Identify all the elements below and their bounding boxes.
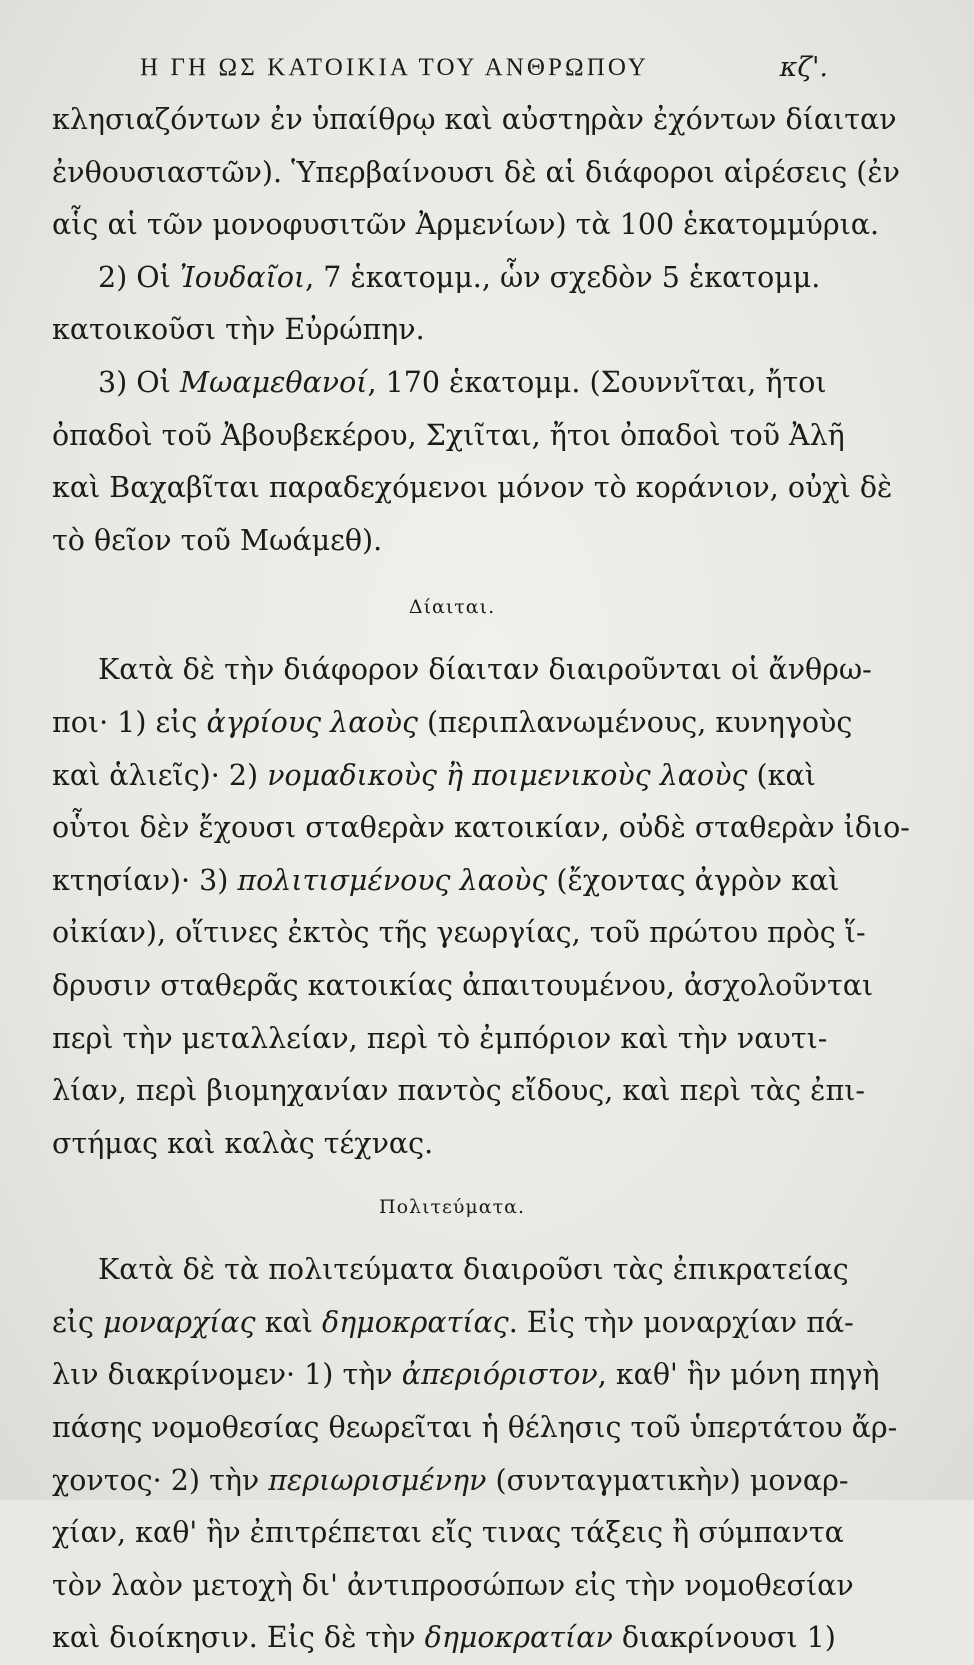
line-text: τὸ θεῖον τοῦ Μωάμεθ). [52, 523, 383, 557]
line-text: λίαν, περὶ βιομηχανίαν παντὸς εἴδους, καὶ περὶ τὰς ἐπι- [52, 1074, 866, 1108]
italic-term: ἀπεριόριστον [401, 1358, 598, 1392]
line-text: οἰκίαν), οἵτινες ἐκτὸς τῆς γεωργίας, τοῦ πρώτου πρὸς ἵ- [52, 916, 866, 950]
text-line [52, 1297, 852, 1350]
text-line [52, 515, 852, 568]
line-text: διακρίνουσι 1) [612, 1621, 836, 1655]
italic-term: δημοκρατίας [322, 1305, 509, 1339]
section-heading-politeumata: Πολιτεύματα. [379, 1196, 525, 1219]
page-header [128, 54, 828, 94]
text-line [52, 1244, 852, 1297]
line-text: (ἔχοντας ἀγρὸν καὶ [547, 863, 840, 897]
line-text: Κατὰ δὲ τὴν διάφορον δίαιταν διαιροῦνται οἱ ἄνθρω- [98, 653, 872, 687]
text-line [52, 1349, 880, 1402]
text-line [52, 644, 872, 697]
text-line [52, 94, 897, 147]
line-text: οὗτοι δὲν ἔχουσι σταθερὰν κατοικίαν, οὐδὲ σταθερὰν ἰδιο- [52, 811, 910, 845]
line-text: κλησιαζόντων ἐν ὑπαίθρῳ καὶ αὐστηρὰν ἐχόντων δίαιταν [52, 103, 897, 136]
text-line [52, 199, 880, 252]
line-text: (καὶ [747, 758, 816, 792]
text-line [52, 697, 852, 750]
line-text: καὶ [255, 1305, 322, 1339]
line-text: 2) Οἱ [98, 260, 180, 294]
line-text: κατοικοῦσι τὴν Εὐρώπην. [52, 313, 425, 347]
line-text: , 170 ἑκατομμ. (Σουννῖται, ἤτοι [367, 365, 827, 399]
text-line [52, 410, 852, 463]
text-line [52, 252, 852, 305]
line-text: στήμας καὶ καλὰς τέχνας. [52, 1126, 434, 1160]
body-text [52, 94, 910, 1665]
line-text: χοντος· 2) τὴν [52, 1463, 269, 1497]
line-text: ἐνθουσιαστῶν). Ὑπερβαίνουσι δὲ αἱ διάφοροι αἱρέσεις (ἐν [52, 155, 900, 189]
line-text: χίαν, καθ' ἣν ἐπιτρέπεται εἴς τινας τάξεις ἢ σύμπαντα [52, 1516, 844, 1550]
text-line [52, 907, 866, 960]
italic-term: μοναρχίας [102, 1305, 256, 1339]
text-line [52, 1507, 852, 1560]
text-line [52, 1612, 852, 1665]
text-line [52, 357, 852, 410]
line-text: πάσης νομοθεσίας θεωρεῖται ἡ θέλησις τοῦ ὑπερτάτου ἄρ- [52, 1411, 898, 1445]
line-text: καὶ Βαχαβῖται παραδεχόμενοι μόνον τὸ κοράνιον, οὐχὶ δὲ [52, 471, 893, 505]
italic-term: νομαδικοὺς ἢ ποιμενικοὺς λαοὺς [267, 758, 748, 792]
line-text: καὶ ἁλιεῖς)· 2) [52, 758, 268, 792]
text-line [52, 147, 900, 200]
line-text: ποι· 1) εἰς [52, 705, 207, 739]
line-text: 3) Οἱ [98, 365, 180, 399]
text-line [52, 1402, 898, 1455]
text-line [52, 304, 852, 357]
text-line [52, 1455, 852, 1508]
line-text: λιν διακρίνομεν· 1) τὴν [52, 1358, 402, 1392]
text-line [52, 1065, 866, 1118]
italic-term: Ἰουδαῖοι [179, 260, 306, 294]
line-text: . Εἰς τὴν μοναρχίαν πά- [508, 1305, 854, 1339]
text-line [52, 960, 874, 1013]
line-text: αἷς αἱ τῶν μονοφυσιτῶν Ἀρμενίων) τὰ 100 ἑκατομμύρια. [52, 208, 880, 242]
line-text: (περιπλανωμένους, κυνηγοὺς [417, 705, 853, 739]
line-text: , καθ' ἣν μόνη πηγὴ [597, 1358, 880, 1392]
italic-term: δημοκρατίαν [424, 1621, 613, 1655]
line-text: Κατὰ δὲ τὰ πολιτεύματα διαιροῦσι τὰς ἐπικρατείας [98, 1253, 849, 1287]
italic-term: περιωρισμένην [268, 1463, 487, 1497]
text-line [52, 1560, 852, 1613]
line-text: , 7 ἑκατομμ., ὧν σχεδὸν 5 ἑκατομμ. [305, 260, 821, 294]
italic-term: πολιτισμένους λαοὺς [237, 863, 548, 897]
text-line [52, 462, 893, 515]
line-text: ὀπαδοὶ τοῦ Ἀβουβεκέρου, Σχιῖται, ἤτοι ὀπαδοὶ τοῦ Ἀλῆ [52, 418, 845, 452]
text-line [52, 802, 910, 855]
text-line [52, 1118, 852, 1171]
line-text: δρυσιν σταθερᾶς κατοικίας ἀπαιτουμένου, ἀσχολοῦνται [52, 968, 874, 1002]
italic-term: Μωαμεθανοί [179, 365, 368, 399]
italic-term: ἀγρίους λαοὺς [206, 705, 418, 739]
section-heading-diaitai: Δίαιται. [408, 596, 496, 619]
page-number: κζ'. [779, 52, 828, 83]
running-head: Η ΓΗ ΩΣ ΚΑΤΟΙΚΙΑ ΤΟΥ ΑΝΘΡΩΠΟΥ [140, 54, 649, 81]
line-text: τὸν λαὸν μετοχὴ δι' ἀντιπροσώπων εἰς τὴν νομοθεσίαν [52, 1568, 854, 1602]
line-text: εἰς [52, 1305, 103, 1339]
line-text: (συνταγματικὴν) μοναρ- [486, 1463, 849, 1497]
text-line [52, 855, 852, 908]
text-line [52, 750, 852, 803]
text-line [52, 1013, 852, 1066]
line-text: καὶ διοίκησιν. Εἰς δὲ τὴν [52, 1621, 425, 1655]
line-text: περὶ τὴν μεταλλείαν, περὶ τὸ ἐμπόριον καὶ τὴν ναυτι- [52, 1021, 828, 1055]
line-text: κτησίαν)· 3) [52, 863, 238, 897]
